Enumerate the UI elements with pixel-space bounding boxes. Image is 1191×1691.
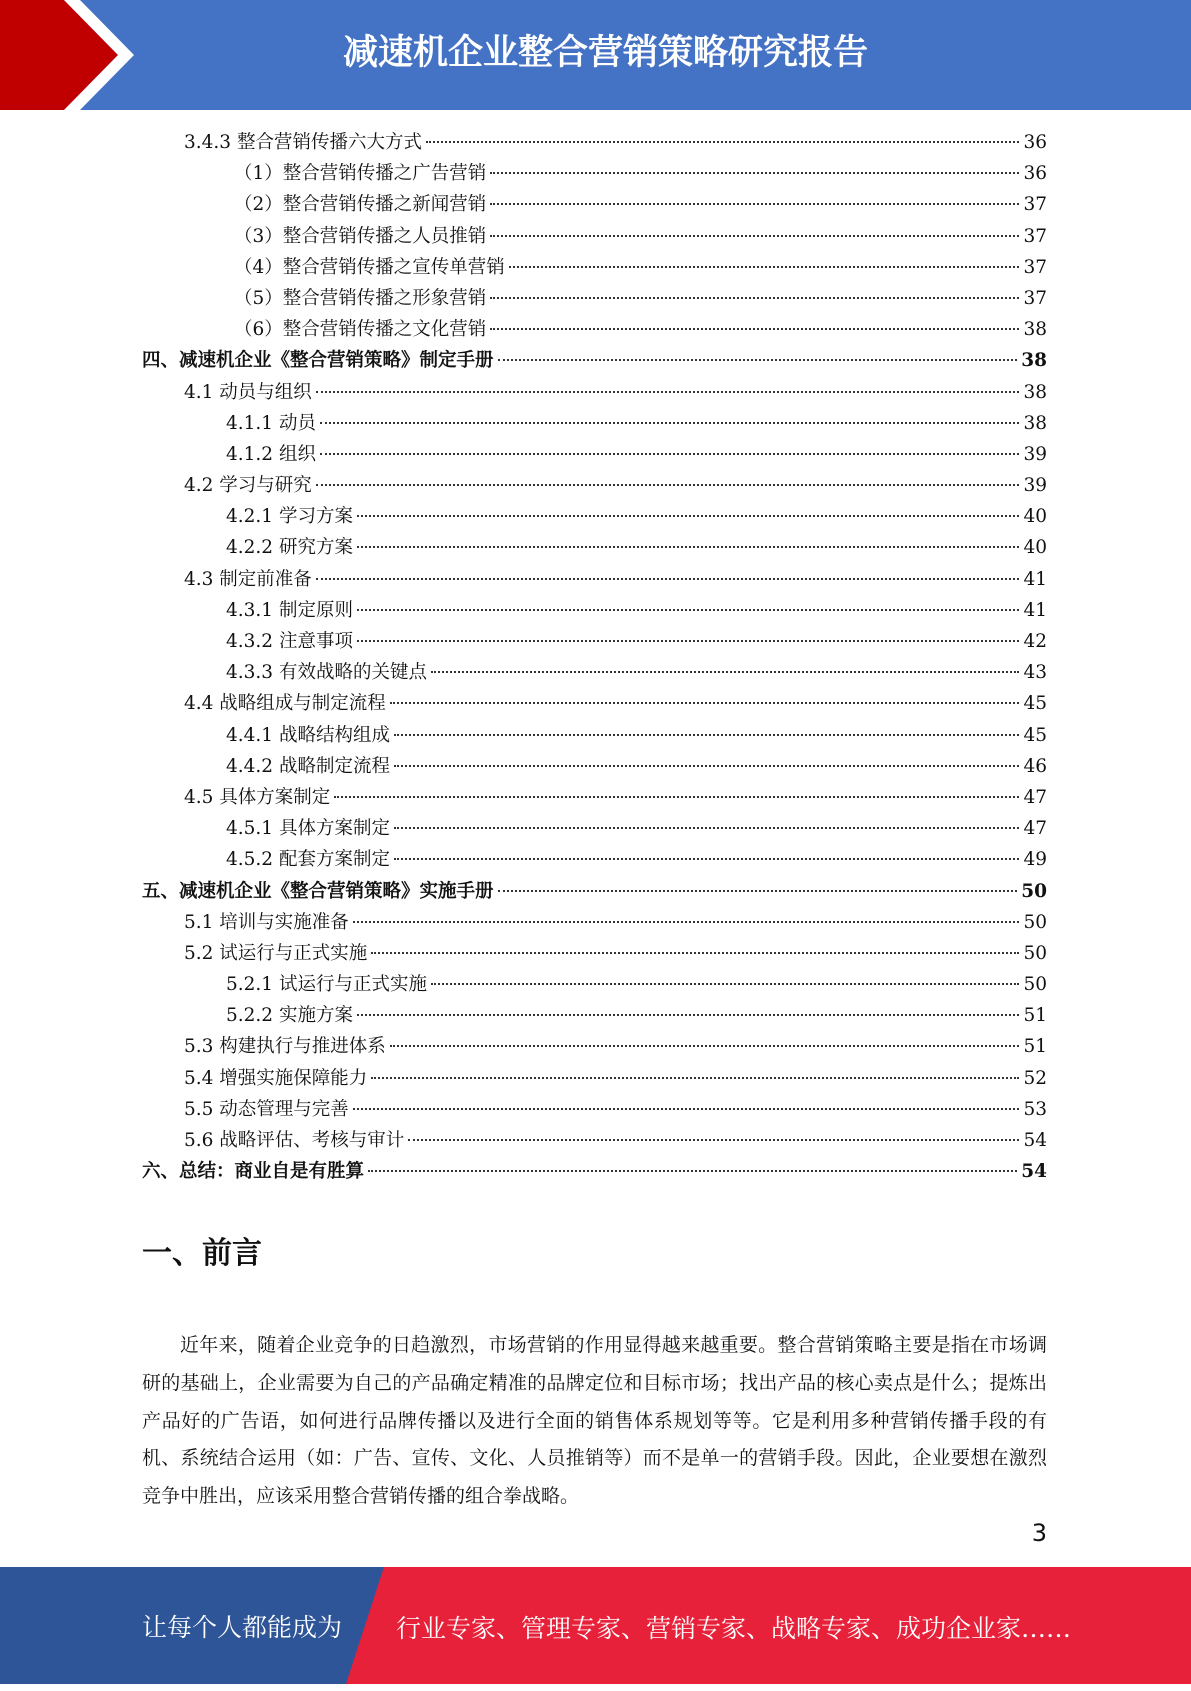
toc-dot-leader: [371, 1076, 1019, 1079]
toc-dot-leader: [394, 764, 1019, 767]
toc-entry[interactable]: [142, 345, 1047, 376]
toc-dot-leader: [490, 296, 1019, 299]
toc-entry[interactable]: [142, 844, 1047, 875]
toc-entry-label: 四、减速机企业《整合营销策略》制定手册: [142, 350, 494, 372]
toc-dot-leader: [316, 390, 1020, 393]
toc-dot-leader: [394, 826, 1019, 829]
toc-dot-leader: [490, 234, 1019, 237]
report-title: 减速机企业整合营销策略研究报告: [342, 33, 868, 73]
toc-dot-leader: [368, 1169, 1017, 1172]
toc-entry-label: 4.4.1 战略结构组成: [226, 724, 390, 746]
toc-entry[interactable]: [142, 938, 1047, 969]
toc-dot-leader: [431, 982, 1019, 985]
toc-dot-leader: [320, 421, 1020, 424]
toc-entry[interactable]: [142, 876, 1047, 907]
toc-dot-leader: [357, 1013, 1020, 1016]
toc-entry[interactable]: [142, 969, 1047, 1000]
toc-entry[interactable]: [142, 470, 1047, 501]
toc-entry-page: 40: [1023, 506, 1047, 528]
toc-dot-leader: [320, 452, 1020, 455]
section-heading: 一、前言: [142, 1236, 262, 1271]
toc-entry-page: 37: [1023, 194, 1047, 216]
toc-entry[interactable]: [142, 283, 1047, 314]
toc-entry[interactable]: [142, 751, 1047, 782]
toc-entry-page: 38: [1021, 350, 1047, 372]
toc-entry[interactable]: [142, 813, 1047, 844]
toc-entry[interactable]: [142, 377, 1047, 408]
toc-dot-leader: [509, 265, 1020, 268]
footer-slogan-right: 行业专家、管理专家、营销专家、战略专家、成功企业家……: [396, 1614, 1072, 1643]
footer-slogan-left: 让每个人都能成为: [142, 1613, 343, 1642]
toc-entry-page: 43: [1023, 662, 1047, 684]
toc-entry-page: 47: [1023, 786, 1047, 808]
toc-entry-page: 51: [1023, 1005, 1047, 1027]
toc-entry[interactable]: [142, 782, 1047, 813]
toc-entry-page: 50: [1023, 942, 1047, 964]
toc-dot-leader: [353, 1107, 1020, 1110]
toc-entry[interactable]: [142, 439, 1047, 470]
toc-entry-page: 49: [1023, 849, 1047, 871]
toc-entry[interactable]: [142, 688, 1047, 719]
toc-entry[interactable]: [142, 1094, 1047, 1125]
body-paragraph: 近年来，随着企业竞争的日趋激烈，市场营销的作用显得越来越重要。整合营销策略主要是指在市场调研的基础上，企业需要为自己的产品确定精准的品牌定位和目标市场；找出产品的核心卖点是什么；提炼出产品好的广告语，如何进行品牌传播以及进行全面的销售体系规划等等。它是利用多种营销传播手段的有机、系统结合运用（如：广告、宣传、文化、人员推销等）而不是单一的营销手段。因此，企业要想在激烈竞争中胜出，应该采用整合营销传播的组合拳战略。: [142, 1334, 1047, 1508]
toc-entry[interactable]: [142, 314, 1047, 345]
toc-dot-leader: [394, 733, 1019, 736]
toc-entry-label: （3）整合营销传播之人员推销: [234, 225, 487, 247]
toc-entry-page: 39: [1023, 475, 1047, 497]
page-number: 3: [1031, 1519, 1047, 1547]
toc-entry-page: 42: [1023, 631, 1047, 652]
toc-entry-label: 5.2.2 实施方案: [226, 1005, 353, 1027]
toc-dot-leader: [316, 483, 1020, 486]
toc-entry-page: 37: [1023, 256, 1047, 278]
toc-entry[interactable]: [142, 532, 1047, 563]
toc-dot-leader: [357, 514, 1020, 517]
table-of-contents: [142, 127, 1047, 1187]
toc-entry[interactable]: [142, 595, 1047, 626]
toc-entry-page: 38: [1023, 381, 1047, 403]
toc-dot-leader: [490, 327, 1019, 330]
toc-entry[interactable]: [142, 1031, 1047, 1062]
toc-dot-leader: [426, 140, 1019, 143]
toc-entry-label: 4.2 学习与研究: [184, 475, 312, 497]
toc-entry-label: 4.3 制定前准备: [184, 568, 312, 590]
toc-entry-page: 36: [1023, 163, 1047, 185]
toc-entry-label: 4.5.1 具体方案制定: [226, 818, 390, 840]
toc-entry-label: 5.4 增强实施保障能力: [184, 1067, 368, 1089]
toc-entry-label: （2）整合营销传播之新闻营销: [234, 194, 487, 216]
toc-dot-leader: [357, 608, 1020, 611]
toc-entry[interactable]: [142, 252, 1047, 283]
toc-dot-leader: [371, 951, 1019, 954]
toc-entry-page: 40: [1023, 537, 1047, 559]
toc-entry-label: （1）整合营销传播之广告营销: [234, 163, 487, 185]
toc-entry[interactable]: [142, 907, 1047, 938]
toc-entry-label: 4.4 战略组成与制定流程: [184, 693, 386, 715]
toc-entry[interactable]: [142, 158, 1047, 189]
toc-dot-leader: [353, 920, 1020, 923]
toc-entry-label: 4.1 动员与组织: [184, 381, 312, 403]
toc-dot-leader: [394, 857, 1019, 860]
toc-dot-leader: [498, 889, 1018, 892]
toc-entry[interactable]: [142, 1125, 1047, 1156]
toc-entry-page: 50: [1021, 880, 1047, 902]
toc-entry[interactable]: [142, 408, 1047, 439]
toc-dot-leader: [431, 670, 1019, 673]
toc-entry-page: 41: [1023, 568, 1047, 590]
toc-entry-page: 38: [1023, 412, 1047, 434]
toc-entry[interactable]: [142, 1000, 1047, 1031]
toc-entry-label: 3.4.3 整合营销传播六大方式: [184, 132, 422, 153]
toc-entry-page: 41: [1023, 599, 1047, 621]
toc-entry-label: 4.2.2 研究方案: [226, 537, 353, 559]
toc-entry-page: 54: [1023, 1130, 1047, 1151]
toc-entry-label: 5.3 构建执行与推进体系: [184, 1036, 386, 1058]
toc-dot-leader: [357, 545, 1020, 548]
toc-entry-label: 4.1.2 组织: [226, 443, 316, 465]
toc-entry[interactable]: [142, 127, 1047, 158]
toc-entry-label: 4.4.2 战略制定流程: [226, 755, 390, 777]
toc-entry-label: 5.2.1 试运行与正式实施: [226, 974, 427, 996]
toc-entry-label: （5）整合营销传播之形象营销: [234, 287, 487, 309]
toc-entry-page: 46: [1023, 755, 1047, 777]
toc-entry-label: 4.5 具体方案制定: [184, 786, 331, 808]
toc-entry-label: 4.5.2 配套方案制定: [226, 849, 390, 871]
toc-entry[interactable]: [142, 1063, 1047, 1094]
toc-entry[interactable]: [142, 564, 1047, 595]
toc-dot-leader: [357, 639, 1020, 642]
toc-entry-label: 5.2 试运行与正式实施: [184, 942, 368, 964]
toc-entry[interactable]: [142, 501, 1047, 532]
page-header: [0, 0, 1191, 110]
toc-entry-label: 4.1.1 动员: [226, 412, 316, 434]
toc-entry-label: 4.2.1 学习方案: [226, 506, 353, 528]
toc-entry-page: 53: [1023, 1098, 1047, 1120]
toc-entry-label: 5.1 培训与实施准备: [184, 911, 349, 933]
toc-entry[interactable]: [142, 626, 1047, 657]
toc-entry-page: 51: [1023, 1036, 1047, 1058]
toc-dot-leader: [490, 202, 1019, 205]
toc-entry[interactable]: [142, 221, 1047, 252]
toc-dot-leader: [316, 577, 1020, 580]
toc-entry-page: 39: [1023, 443, 1047, 465]
toc-entry-page: 54: [1021, 1161, 1047, 1183]
toc-entry-label: 4.3.2 注意事项: [226, 631, 353, 652]
toc-entry-label: （4）整合营销传播之宣传单营销: [234, 256, 505, 278]
toc-entry-page: 37: [1023, 287, 1047, 309]
toc-entry[interactable]: [142, 657, 1047, 688]
toc-entry-label: 五、减速机企业《整合营销策略》实施手册: [142, 880, 494, 902]
toc-entry-page: 50: [1023, 974, 1047, 996]
toc-dot-leader: [334, 795, 1019, 798]
toc-dot-leader: [390, 1044, 1020, 1047]
page-footer: [0, 1567, 1191, 1684]
toc-entry-page: 37: [1023, 225, 1047, 247]
toc-entry-page: 45: [1023, 724, 1047, 746]
toc-entry-page: 52: [1023, 1067, 1047, 1089]
toc-entry-page: 36: [1023, 132, 1047, 153]
toc-entry-label: 4.3.1 制定原则: [226, 599, 353, 621]
toc-entry-label: （6）整合营销传播之文化营销: [234, 319, 487, 341]
toc-entry-page: 47: [1023, 818, 1047, 840]
toc-entry-page: 45: [1023, 693, 1047, 715]
toc-dot-leader: [498, 358, 1018, 361]
toc-entry-label: 4.3.3 有效战略的关键点: [226, 662, 427, 684]
toc-entry-label: 5.5 动态管理与完善: [184, 1098, 349, 1120]
toc-entry[interactable]: [142, 189, 1047, 220]
toc-dot-leader: [390, 701, 1020, 704]
toc-entry[interactable]: [142, 1156, 1047, 1187]
toc-entry[interactable]: [142, 720, 1047, 751]
toc-entry-label: 5.6 战略评估、考核与审计: [184, 1130, 405, 1151]
toc-entry-page: 38: [1023, 319, 1047, 341]
toc-entry-label: 六、总结：商业自是有胜算: [142, 1161, 365, 1183]
toc-entry-page: 50: [1023, 911, 1047, 933]
toc-dot-leader: [490, 171, 1019, 174]
toc-dot-leader: [408, 1138, 1019, 1141]
